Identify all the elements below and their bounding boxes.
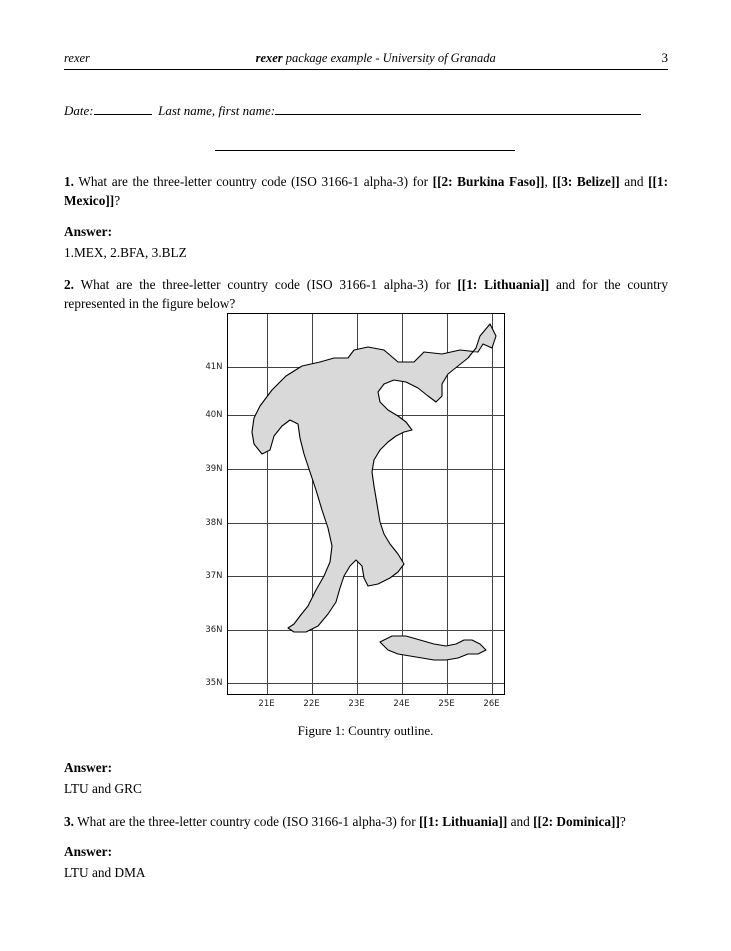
y-tick-41n: 41N bbox=[205, 362, 223, 372]
question-2-lead: What are the three-letter country code (ISO 3166-1 alpha-3) for bbox=[80, 277, 458, 293]
figure-1 bbox=[0, 313, 731, 739]
y-tick-39n: 39N bbox=[205, 464, 223, 474]
question-2 bbox=[64, 275, 668, 314]
question-1 bbox=[64, 172, 668, 211]
answer-2-text: LTU and GRC bbox=[64, 781, 142, 797]
country-outline-map bbox=[205, 313, 505, 709]
question-1-blank-2: [[2: Burkina Faso]] bbox=[432, 174, 545, 189]
question-3-blank-2: [[2: Dominica]] bbox=[533, 813, 620, 829]
header-package-name: rexer bbox=[255, 51, 283, 65]
question-1-lead: What are the three-letter country code (ISO 3166-1 alpha-3) for bbox=[78, 174, 433, 189]
section-divider bbox=[215, 150, 515, 151]
header-center-suffix: package example - University of Granada bbox=[282, 51, 496, 65]
question-1-mid-2: and bbox=[619, 174, 649, 189]
name-label: Last name, first name: bbox=[158, 103, 276, 118]
x-tick-24e: 24E bbox=[393, 699, 410, 709]
questions-lower bbox=[64, 758, 668, 895]
question-1-tail: ? bbox=[114, 193, 121, 209]
question-3 bbox=[64, 812, 668, 831]
answer-3-text: LTU and DMA bbox=[64, 865, 146, 881]
answer-2-label: Answer: bbox=[64, 760, 113, 775]
question-1-blank-1: [[1: Mexico]] bbox=[64, 174, 668, 209]
x-tick-23e: 23E bbox=[348, 699, 365, 709]
question-1-mid-1: , bbox=[544, 174, 553, 189]
question-3-mid-1: and bbox=[507, 813, 534, 829]
x-tick-21e: 21E bbox=[258, 699, 275, 709]
date-blank-field[interactable] bbox=[94, 103, 152, 115]
page-header bbox=[64, 50, 668, 66]
header-center-text bbox=[90, 51, 662, 66]
y-tick-35n: 35N bbox=[205, 678, 223, 688]
question-2-blank-1: [[1: Lithuania]] bbox=[457, 277, 550, 293]
name-blank-field[interactable] bbox=[275, 103, 641, 115]
question-3-lead: What are the three-letter country code (ISO 3166-1 alpha-3) for bbox=[77, 813, 419, 829]
greece-outline-shape bbox=[228, 314, 504, 694]
question-3-number: 3. bbox=[64, 813, 74, 829]
x-tick-25e: 25E bbox=[438, 699, 455, 709]
y-tick-38n: 38N bbox=[205, 518, 223, 528]
date-name-line bbox=[64, 103, 668, 119]
question-3-tail: ? bbox=[619, 813, 626, 829]
page-number: 3 bbox=[661, 50, 668, 65]
y-tick-40n: 40N bbox=[205, 410, 223, 420]
answer-3-label: Answer: bbox=[64, 843, 113, 859]
question-1-number: 1. bbox=[64, 174, 74, 189]
question-2-tail: and for the country represented in the figure below? bbox=[64, 277, 668, 312]
date-label: Date: bbox=[64, 103, 94, 118]
header-divider bbox=[64, 69, 668, 70]
questions-upper bbox=[64, 172, 668, 316]
y-tick-37n: 37N bbox=[205, 571, 223, 581]
x-tick-26e: 26E bbox=[483, 699, 500, 709]
x-tick-22e: 22E bbox=[303, 699, 320, 709]
answer-1-label: Answer: bbox=[64, 223, 113, 239]
question-2-number: 2. bbox=[64, 277, 74, 293]
figure-caption: Figure 1: Country outline. bbox=[297, 723, 434, 738]
answer-1-text: 1.MEX, 2.BFA, 3.BLZ bbox=[64, 244, 187, 260]
question-3-blank-1: [[1: Lithuania]] bbox=[418, 813, 508, 829]
header-left-text: rexer bbox=[64, 51, 90, 65]
question-1-blank-3: [[3: Belize]] bbox=[552, 174, 620, 189]
y-tick-36n: 36N bbox=[205, 625, 223, 635]
